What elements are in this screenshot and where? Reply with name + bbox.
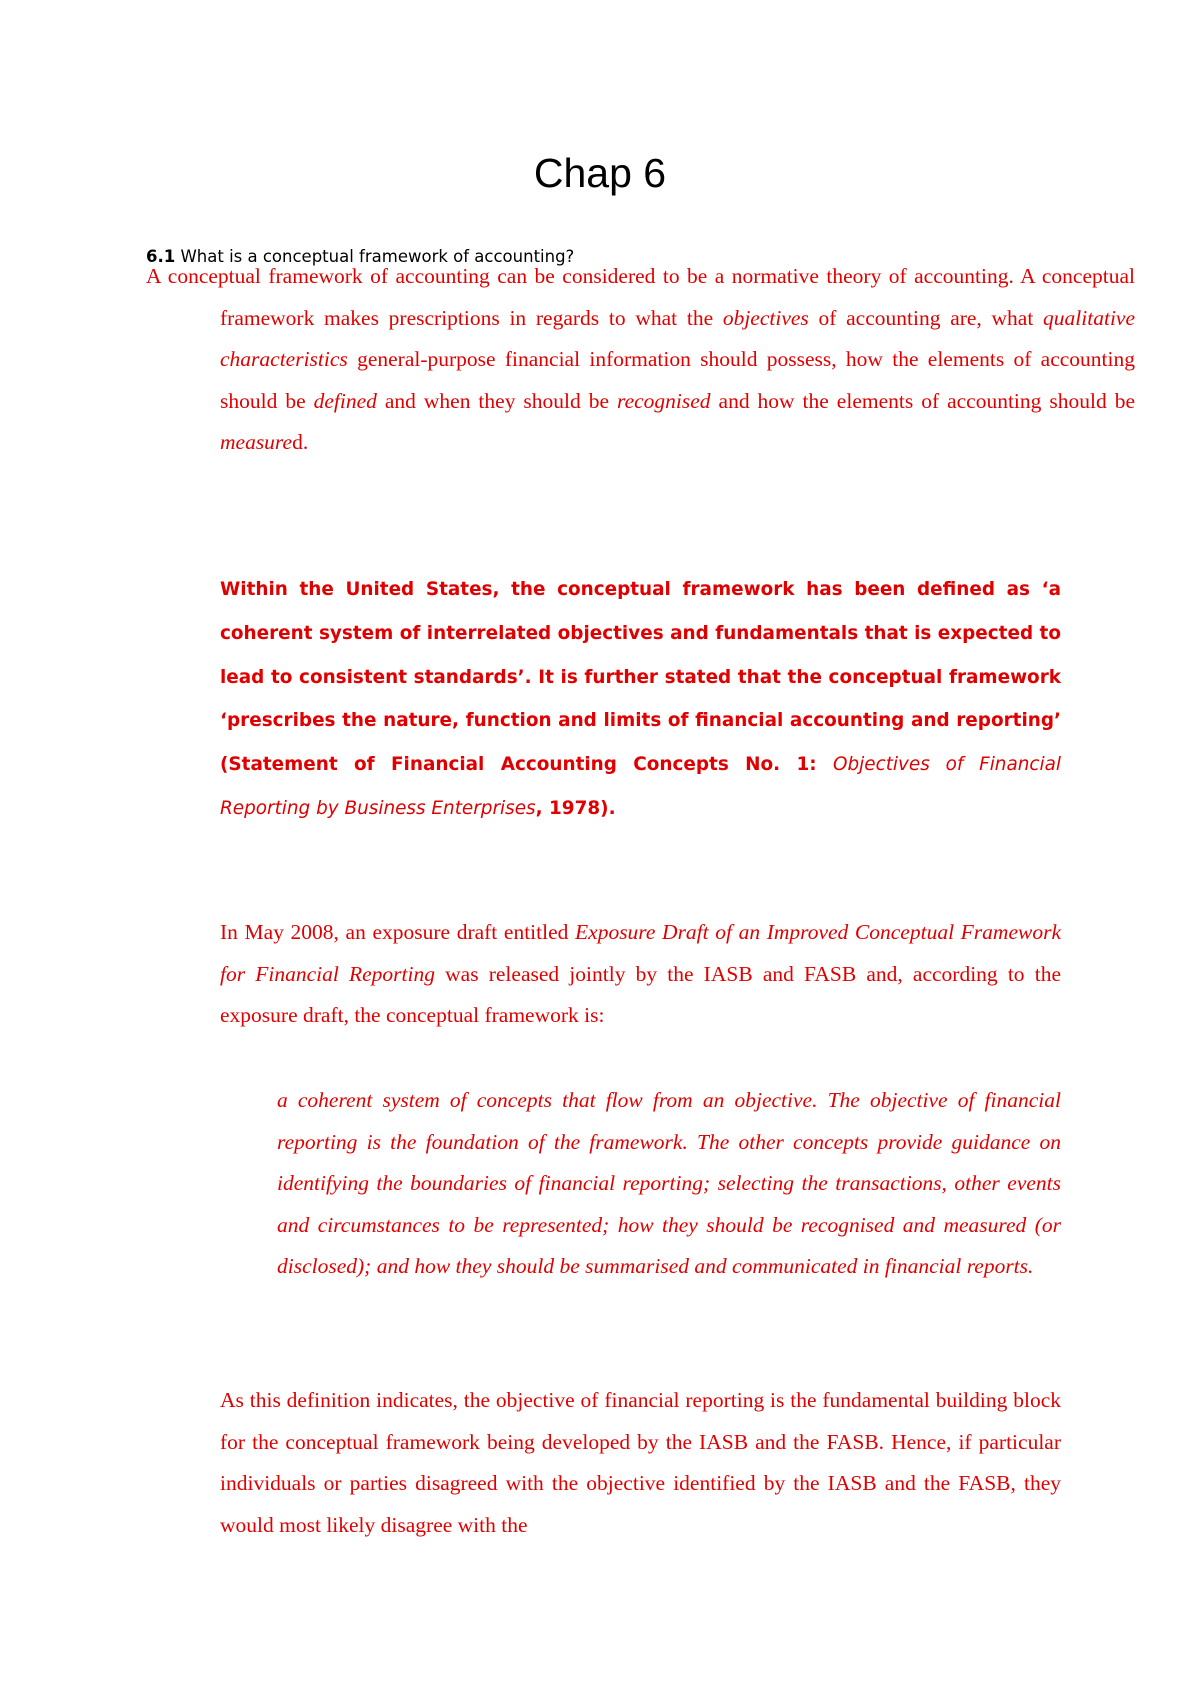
us-text-2: , 1978). [535, 797, 616, 819]
question-number: 6.1 [146, 247, 176, 266]
answer-text-2: of accounting are, what [808, 305, 1044, 330]
definition-paragraph: As this definition indicates, the objective of financial reporting is the fundamental building block for the conceptual framework being developed by the IASB and the FASB. Hence, if particular individuals or parties disagreed with the objective identified by the IASB and the FASB, they would most likely disagree with the [220, 1388, 1061, 1537]
exposure-draft-paragraph [220, 912, 1061, 1037]
answer-emphasis-defined: defined [313, 388, 377, 413]
us-definition-paragraph [220, 568, 1061, 831]
block-quote: a coherent system of concepts that flow from an objective. The objective of financial reporting is the foundation of the framework. The other concepts provide guidance on identifying the boundaries of financial reporting; selecting the transactions, other events and circumstances to be represented; how they should be recognised and measured (or disclosed); and how they should be summarised and communicated in financial reports. [277, 1088, 1061, 1279]
answer-text-5: and how the elements of accounting should be [710, 388, 1135, 413]
answer-emphasis-objectives: objectives [722, 305, 809, 330]
us-text-1: Within the United States, the conceptual framework has been defined as ‘a coherent system of interrelated objectives and fundamentals that is expected to lead to consistent standards’. It is further stated that the conceptual framework ‘prescribes the nature, function and limits of financial accounting and reporting’ (Statement of Financial Accounting Concepts No. 1: [220, 579, 1061, 776]
chapter-title: Chap 6 [533, 150, 667, 196]
exposure-text-1: In May 2008, an exposure draft entitled [220, 920, 576, 944]
answer-emphasis-measured: measure [220, 430, 293, 455]
answer-text-6: d. [292, 430, 309, 455]
answer-text-4: and when they should be [376, 388, 618, 413]
answer-text-1: A conceptual framework of accounting can be considered to be a normative theory of accounting. A conceptual framework makes prescriptions in regards to what the [146, 264, 1135, 330]
answer-paragraph [146, 256, 1135, 464]
answer-text-3: general-purpose financial information should possess, how the elements of accounting should be [220, 347, 1135, 413]
question-text: What is a conceptual framework of accounting? [180, 247, 575, 266]
exposure-emphasis-title: Exposure Draft of an Improved Conceptual Framework for Financial Reporting [220, 920, 1061, 986]
exposure-text-2: was released jointly by the IASB and FASB and, according to the exposure draft, the conceptual framework is: [220, 961, 1061, 1028]
answer-emphasis-qualitative: qualitative characteristics [220, 305, 1135, 372]
answer-emphasis-recognised: recognised [617, 388, 711, 413]
us-emphasis-title: Objectives of Financial Reporting by Business Enterprises [220, 754, 1061, 819]
